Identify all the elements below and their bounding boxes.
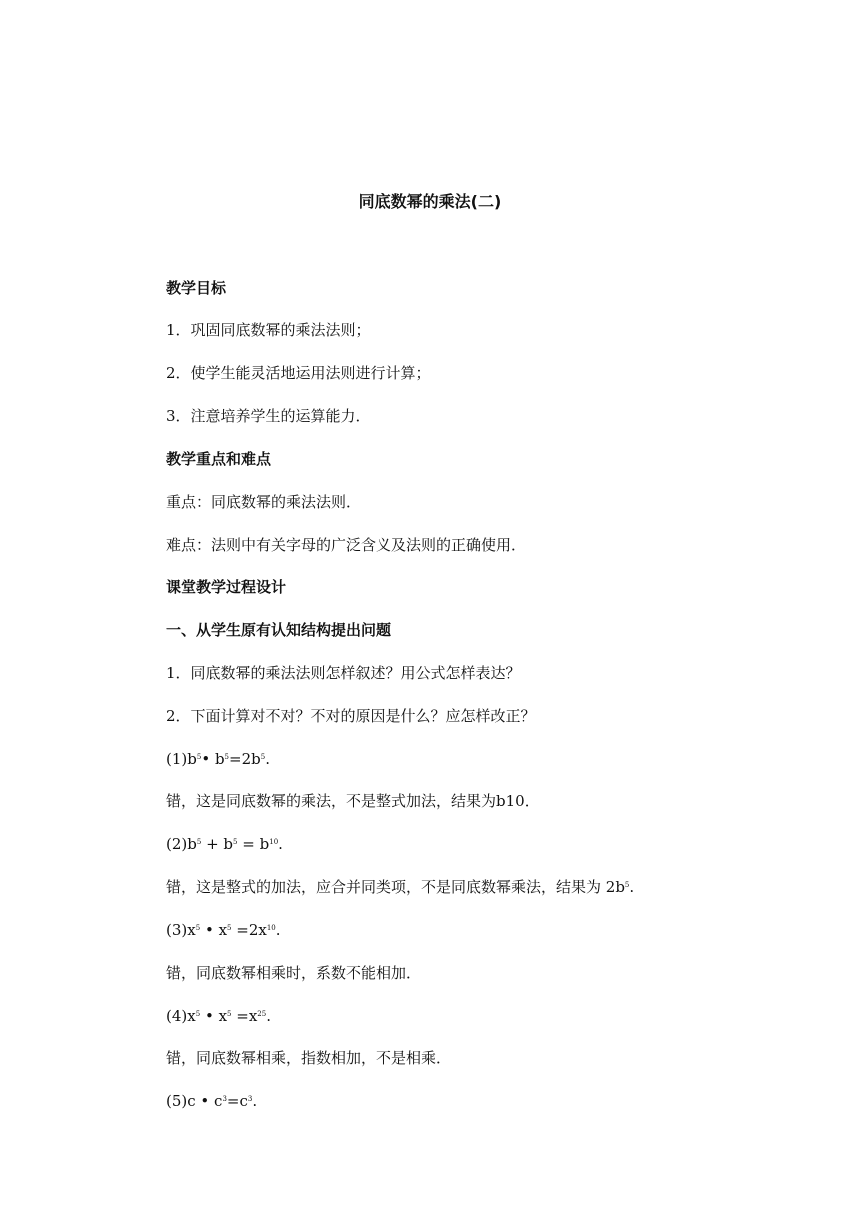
objective-2: 2．使学生能灵活地运用法则进行计算； bbox=[166, 364, 431, 382]
exercise-4-prefix: (4)x bbox=[166, 1007, 196, 1025]
exercise-2-mid: + b bbox=[201, 835, 234, 853]
keypoint: 重点：同底数幂的乘法法则． bbox=[166, 493, 362, 511]
exercise-3 bbox=[166, 920, 800, 940]
exercise-5-end: . bbox=[252, 1092, 258, 1110]
keypoints-heading: 教学重点和难点 bbox=[166, 450, 272, 468]
exercise-5-prefix: (5)c • c bbox=[166, 1092, 223, 1110]
exponent: 5 bbox=[195, 924, 201, 932]
exponent: 10 bbox=[269, 838, 279, 846]
exercise-4-mid: • x bbox=[200, 1007, 228, 1025]
exercise-1-mid: • b bbox=[201, 750, 225, 768]
answer-1: 错，这是同底数幂的乘法，不是整式加法，结果为b10． bbox=[166, 792, 540, 810]
exercise-5-mid: =c bbox=[226, 1092, 248, 1110]
exponent: 3 bbox=[247, 1095, 253, 1103]
exercise-3-end: . bbox=[275, 921, 281, 939]
exercise-3-mid: • x bbox=[200, 921, 228, 939]
exponent: 5 bbox=[260, 753, 266, 761]
exponent: 5 bbox=[224, 753, 230, 761]
exercise-2-prefix: (2)b bbox=[166, 835, 197, 853]
objective-1: 1．巩固同底数幂的乘法法则； bbox=[166, 321, 371, 339]
question-1: 1．同底数幂的乘法法则怎样叙述？用公式怎样表达？ bbox=[166, 664, 521, 682]
exponent: 5 bbox=[196, 838, 202, 846]
answer-2-end: . bbox=[629, 878, 635, 896]
exercise-2-mid2: = b bbox=[237, 835, 270, 853]
part1-heading: 一、从学生原有认知结构提出问题 bbox=[166, 621, 392, 639]
exponent: 5 bbox=[196, 753, 202, 761]
exercise-1 bbox=[166, 749, 800, 769]
document-title: 同底数幂的乘法(二) bbox=[358, 192, 502, 211]
exercise-1-mid2: =2b bbox=[229, 750, 261, 768]
exercise-2 bbox=[166, 834, 800, 854]
answer-2 bbox=[166, 877, 800, 897]
answer-2-text: 错，这是整式的加法，应合并同类项，不是同底数幂乘法，结果为 2b bbox=[166, 878, 625, 896]
process-heading: 课堂教学过程设计 bbox=[166, 578, 287, 596]
exercise-2-end: . bbox=[278, 835, 283, 853]
objective-3: 3．注意培养学生的运算能力． bbox=[166, 407, 371, 425]
exercise-1-prefix: (1)b bbox=[166, 750, 197, 768]
exercise-4-mid2: =x bbox=[231, 1007, 258, 1025]
exercise-3-mid2: =2x bbox=[231, 921, 267, 939]
exponent: 3 bbox=[222, 1095, 227, 1103]
exponent: 5 bbox=[227, 1010, 232, 1018]
answer-3: 错，同底数幂相乘时，系数不能相加． bbox=[166, 964, 422, 982]
exponent: 5 bbox=[624, 881, 630, 889]
exponent: 5 bbox=[227, 924, 232, 932]
exercise-5 bbox=[166, 1091, 800, 1111]
exercise-4 bbox=[166, 1006, 800, 1026]
exponent: 5 bbox=[233, 838, 238, 846]
objectives-heading: 教学目标 bbox=[166, 279, 227, 297]
question-2: 2．下面计算对不对？不对的原因是什么？应怎样改正？ bbox=[166, 707, 536, 725]
exercise-4-end: . bbox=[266, 1007, 271, 1025]
difficulty: 难点：法则中有关字母的广泛含义及法则的正确使用． bbox=[166, 536, 527, 554]
exponent: 5 bbox=[195, 1010, 201, 1018]
exercise-1-end: . bbox=[265, 750, 270, 768]
exercise-3-prefix: (3)x bbox=[166, 921, 196, 939]
exponent: 10 bbox=[266, 924, 276, 932]
exponent: 25 bbox=[257, 1010, 267, 1018]
answer-4: 错，同底数幂相乘，指数相加，不是相乘． bbox=[166, 1049, 452, 1067]
